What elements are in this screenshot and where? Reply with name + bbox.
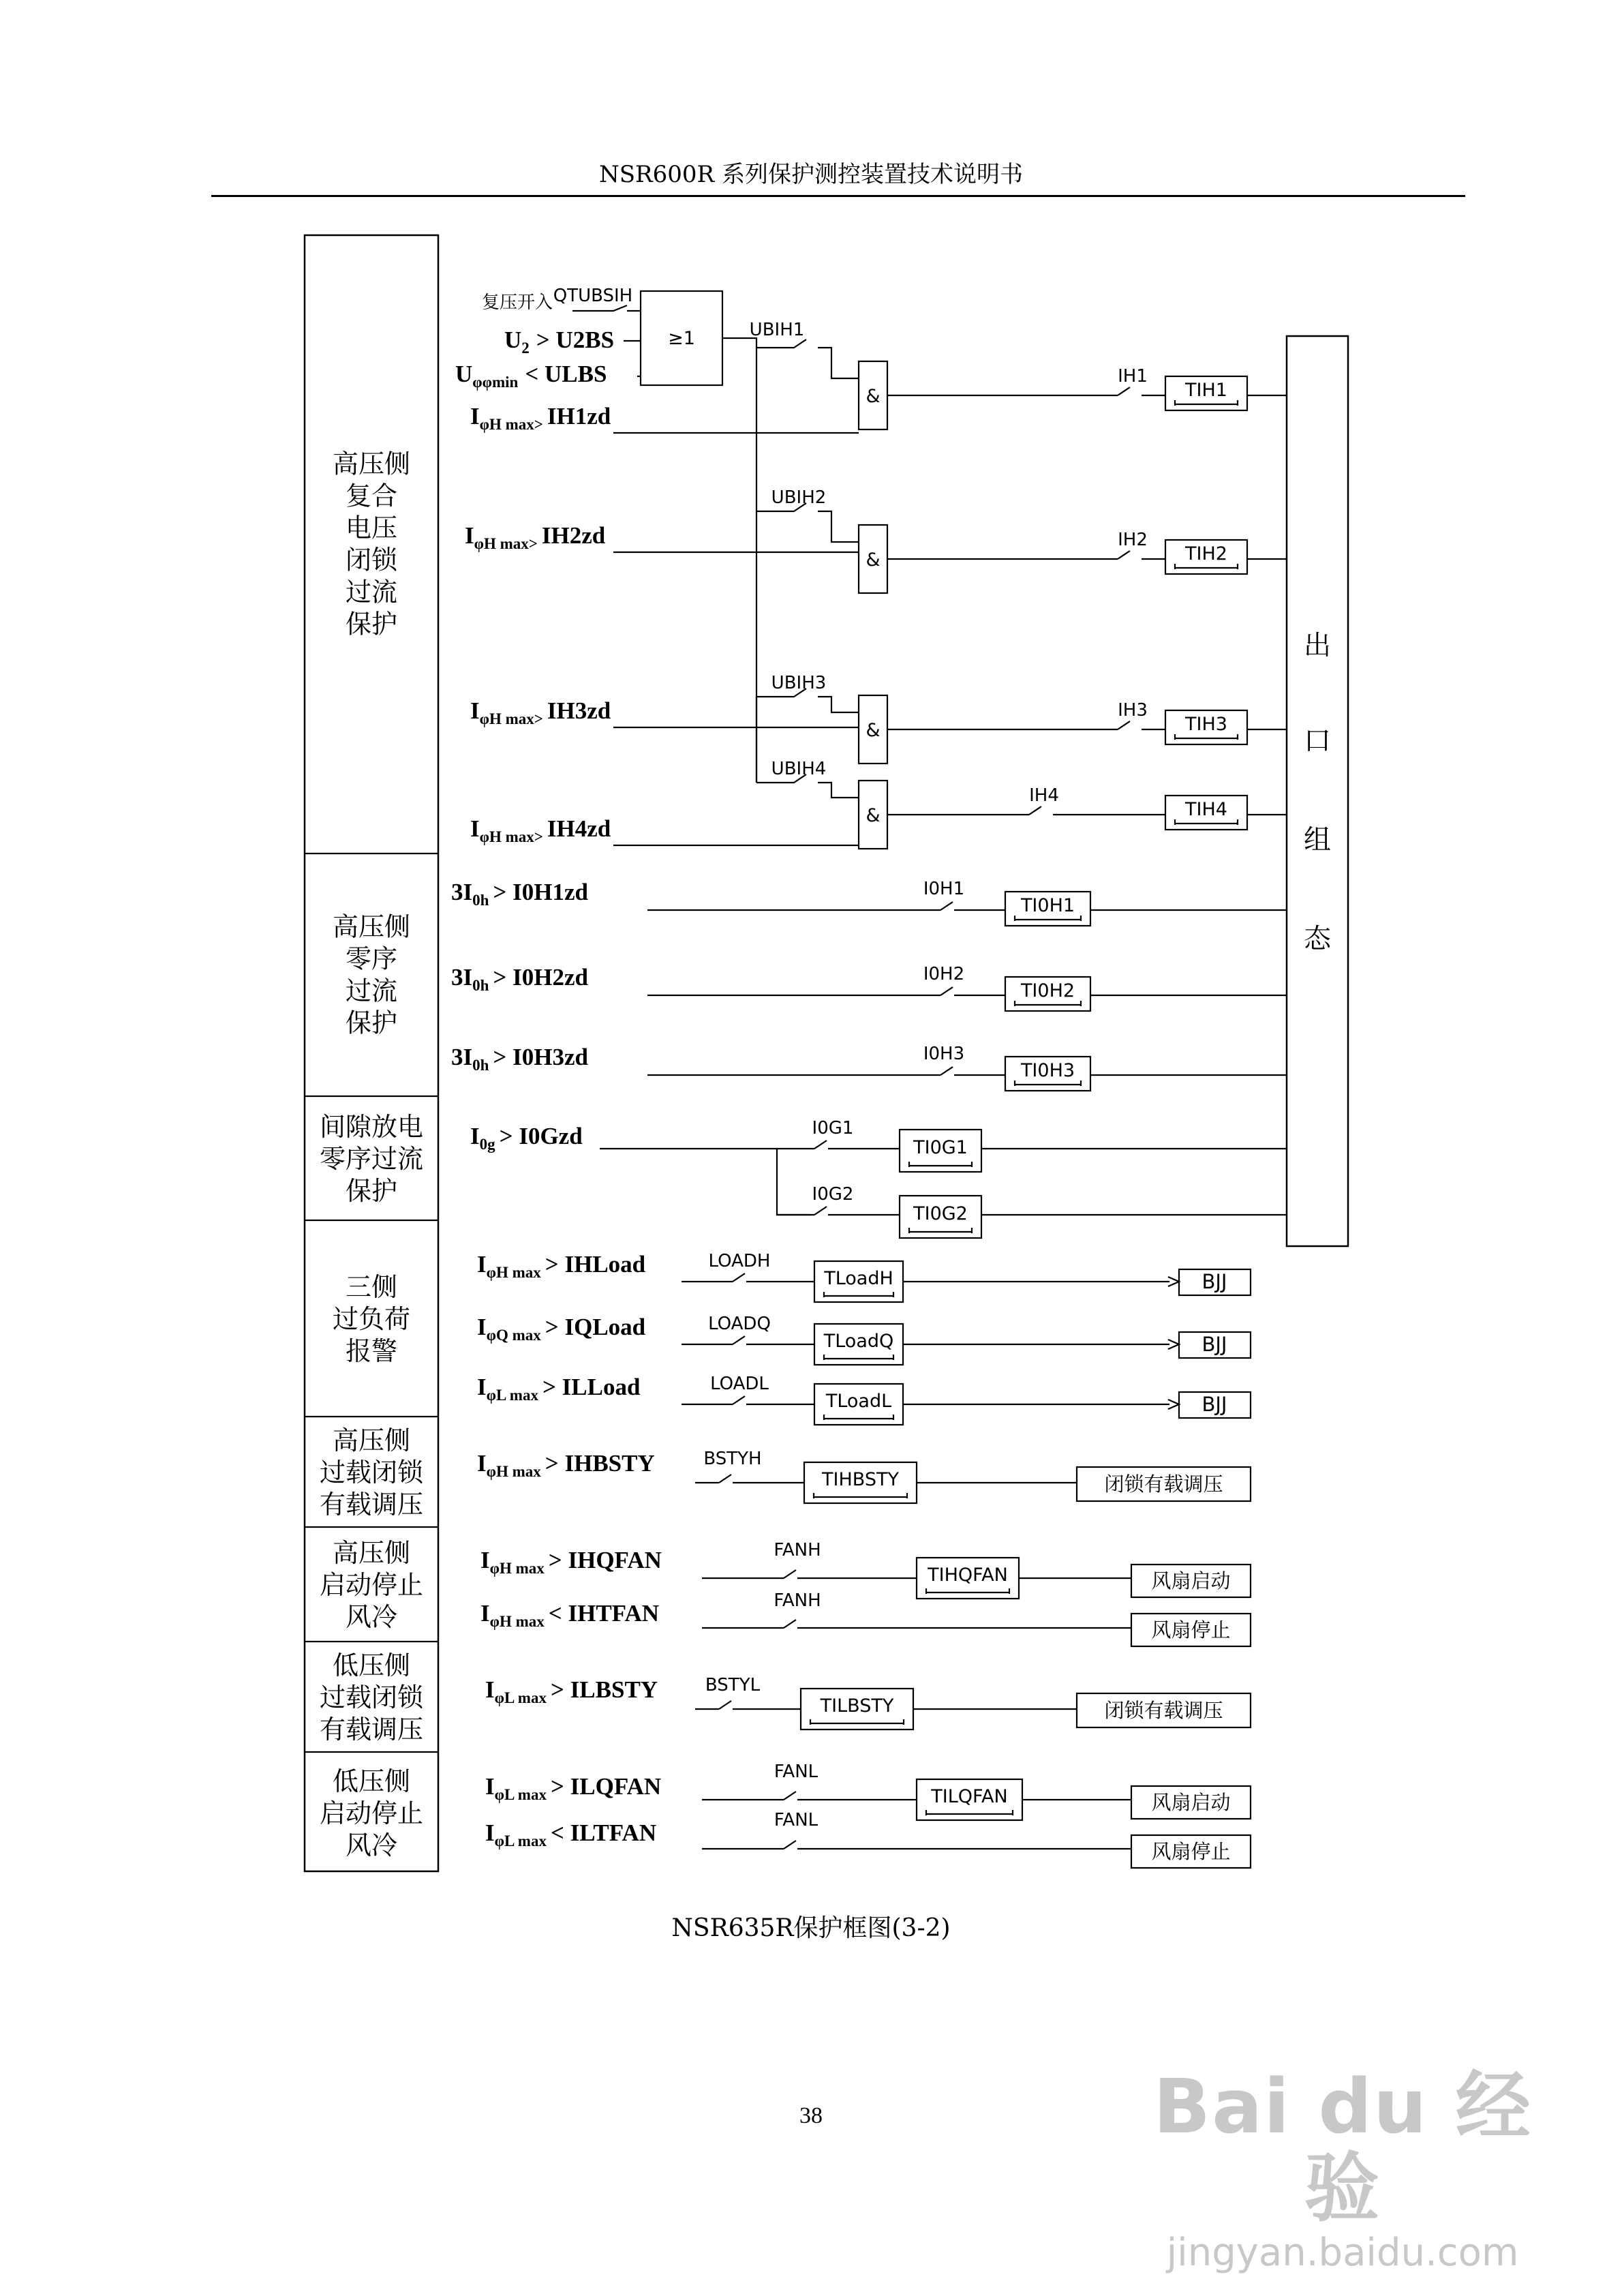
category-line: 过流 [345,577,398,607]
and-gate-symbol: & [866,720,881,741]
contact-blade [784,1620,796,1628]
timer-label: TIH2 [1185,543,1227,564]
timer-label: TLoadQ [823,1331,894,1352]
arrow-head [1168,1400,1179,1409]
gap-section [470,1118,1287,1238]
zero-seq-condition: $3I_{0h} > I0H3zd$ [451,1044,588,1074]
timer-bar [824,1415,893,1420]
timer-label: TIH3 [1185,714,1227,735]
category-labels [320,449,424,1861]
contact-blade [733,1273,745,1282]
timer-bar [1015,916,1081,921]
timer-label: TLoadH [824,1268,893,1289]
category-line: 闭锁 [345,545,398,575]
overcurrent-condition: $I_{\varphi H max>}$ IH4zd [470,815,611,845]
output-label: BJJ [1202,1270,1227,1293]
contact-label: LOADQ [708,1314,771,1334]
category-line: 过载闭锁 [319,1682,424,1712]
output-label: BJJ [1202,1393,1227,1416]
ubih1-label: UBIH1 [749,320,805,340]
category-line: 复合 [345,481,398,511]
timer-bar [909,1162,972,1167]
zero-seq-condition: $3I_{0h} > I0H2zd$ [451,964,588,994]
contact-label: IH2 [1118,530,1148,550]
overcurrent-condition: $I_{\varphi H max>}$ IH1zd [470,403,611,433]
category-line: 有载调压 [319,1490,424,1520]
category-line: 保护 [345,609,398,639]
category-line: 低压侧 [332,1766,411,1796]
overload-condition: $I_{\varphi Q max}$ > IQLoad [477,1314,646,1344]
output-group-char: 出 [1304,630,1331,661]
category-line: 低压侧 [332,1650,411,1680]
and-gate-symbol: & [866,386,881,407]
output-group-label [1304,630,1332,954]
contact-label: FANL [774,1762,818,1782]
contact-label: LOADL [710,1374,769,1394]
output-label: 风扇启动 [1151,1569,1231,1592]
timer-label: TILBSTY [820,1695,894,1717]
category-line: 报警 [345,1336,398,1366]
contact-label: I0G1 [812,1118,854,1138]
contact-blade [940,1067,953,1075]
fan-condition: $I_{\varphi L max}$ < ILTFAN [485,1819,657,1849]
overload-section [477,1251,1251,1425]
output-label: 风扇停止 [1151,1840,1231,1863]
fy-input-text: 复压开入 [482,292,553,313]
category-line: 高压侧 [332,1425,411,1455]
category-line: 电压 [345,513,398,543]
timer-bar [810,1719,904,1725]
contact-blade [1118,551,1130,559]
contact-blade [784,1570,796,1578]
category-line: 高压侧 [332,449,411,479]
timer-label: TI0G1 [913,1137,968,1158]
contact-label: FANL [774,1810,818,1830]
timer-bar [1015,1081,1081,1086]
contact-label: BSTYL [705,1675,761,1695]
category-line: 风冷 [345,1830,398,1860]
block-condition: $I_{\varphi H max}$ > IHBSTY [477,1450,655,1480]
contact-blade [784,1792,796,1800]
page-number: 38 [799,2103,823,2128]
timer-label: TI0H1 [1020,895,1075,916]
block-fan-section [477,1449,1251,1868]
category-line: 高压侧 [332,1538,411,1568]
timer-label: TI0H2 [1020,980,1075,1001]
timer-label: TIHQFAN [928,1565,1008,1586]
category-line: 三侧 [345,1272,398,1302]
timer-bar [824,1292,893,1297]
block-condition: $I_{\varphi L max}$ > ILBSTY [485,1676,658,1706]
category-line: 间隙放电 [319,1112,424,1142]
ubi-branch [756,339,859,378]
overload-condition: $I_{\varphi L max}$ > ILLoad [477,1374,641,1404]
page-header: NSR600R 系列保护测控装置技术说明书 [599,161,1023,188]
ubi-label: UBIH3 [771,673,827,693]
fan-condition: $I_{\varphi H max}$ < IHTFAN [480,1600,659,1630]
contact-blade [1118,721,1130,729]
timer-label: TIHBSTY [822,1469,899,1490]
contact-blade [719,1475,731,1483]
timer-bar [1015,1001,1081,1006]
contact-blade [814,1141,827,1149]
fy-contact-label: QTUBSIH [553,286,633,306]
category-line: 高压侧 [332,911,411,942]
output-group-char: 口 [1304,725,1331,757]
contact-label: I0H2 [923,964,965,984]
contact-blade [940,902,953,910]
contact-label: I0H3 [923,1044,965,1064]
timer-label: TI0G2 [913,1203,968,1224]
zero-seq-condition: $3I_{0h} > I0H1zd$ [451,879,588,909]
contact-label: LOADH [708,1251,771,1271]
contact-label: FANH [774,1590,821,1611]
category-line: 保护 [345,1008,398,1038]
or-gate-section [455,286,804,783]
timer-bar [1175,564,1238,569]
contact-label: IH4 [1029,785,1059,806]
category-line: 启动停止 [319,1798,424,1828]
category-line: 有载调压 [319,1715,424,1744]
output-label: 闭锁有载调压 [1104,1472,1223,1496]
timer-label: TIH1 [1185,380,1227,401]
overcurrent-condition: $I_{\varphi H max>}$ IH2zd [465,522,606,552]
category-line: 启动停止 [319,1570,424,1600]
timer-bar [926,1810,1013,1815]
gap-condition: $I_{0g} > I0Gzd$ [470,1123,583,1153]
contact-blade [733,1396,745,1404]
output-group-box [1287,336,1348,1246]
category-line: 过负荷 [332,1304,411,1334]
overload-condition: $I_{\varphi H max}$ > IHLoad [477,1251,646,1281]
category-line: 过载闭锁 [319,1457,424,1487]
timer-bar [909,1228,972,1233]
category-line: 风冷 [345,1602,398,1632]
timer-bar [824,1355,893,1360]
timer-bar [1175,400,1238,406]
timer-label: TILQFAN [931,1786,1008,1807]
contact-label: BSTYH [703,1449,762,1469]
category-line: 零序 [345,943,398,974]
watermark-url: jingyan.baidu.com [1166,2231,1519,2275]
watermark [1152,2063,1533,2277]
ubi-branch [756,503,859,542]
arrow-head [1168,1277,1179,1286]
overcurrent-section [465,339,1287,849]
ubi-label: UBIH2 [771,487,827,508]
contact-blade [733,1336,745,1344]
and-gate-symbol: & [866,549,881,571]
contact-blade [784,1841,796,1849]
contact-label: IH1 [1118,366,1148,387]
timer-bar [814,1493,907,1498]
contact-blade [814,1207,827,1215]
output-label: 闭锁有载调压 [1104,1699,1223,1722]
u2-condition: $U_2 > U2BS$ [504,327,615,357]
contact-label: I0H1 [923,879,965,899]
contact-blade [940,987,953,995]
timer-bar [1175,734,1238,740]
timer-label: TI0H3 [1020,1060,1075,1081]
timer-label: TLoadL [825,1391,892,1412]
timer-bar [926,1588,1009,1594]
output-label: 风扇停止 [1151,1618,1231,1642]
gap-input-line [600,1149,811,1215]
output-group-char: 组 [1304,824,1331,856]
and-gate-symbol: & [866,805,881,826]
output-group-char: 态 [1304,923,1331,954]
figure-caption: NSR635R保护框图(3-2) [671,1914,951,1942]
watermark-logo: Bai du 经验 [1153,2063,1532,2232]
or-gate-symbol: ≥1 [668,328,695,349]
category-line: 保护 [345,1176,398,1206]
upp-condition: $U_{\varphi\varphi min}$ < ULBS [455,361,607,391]
contact-label: I0G2 [812,1184,854,1205]
timer-bar [1175,819,1238,825]
output-label: 风扇启动 [1151,1791,1231,1814]
output-label: BJJ [1202,1333,1227,1356]
category-line: 零序过流 [319,1144,424,1174]
fan-condition: $I_{\varphi L max}$ > ILQFAN [485,1773,662,1803]
contact-blade [719,1701,731,1709]
overcurrent-condition: $I_{\varphi H max>}$ IH3zd [470,697,611,727]
fan-condition: $I_{\varphi H max}$ > IHQFAN [480,1547,662,1577]
arrow-head [1168,1340,1179,1349]
contact-blade [1029,806,1041,815]
timer-label: TIH4 [1185,799,1227,820]
category-line: 过流 [345,976,398,1006]
zero-seq-section [451,879,1287,1091]
contact-blade [1118,387,1130,395]
contact-label: FANH [774,1540,821,1560]
ubi-label: UBIH4 [771,759,827,779]
contact-label: IH3 [1118,700,1148,721]
